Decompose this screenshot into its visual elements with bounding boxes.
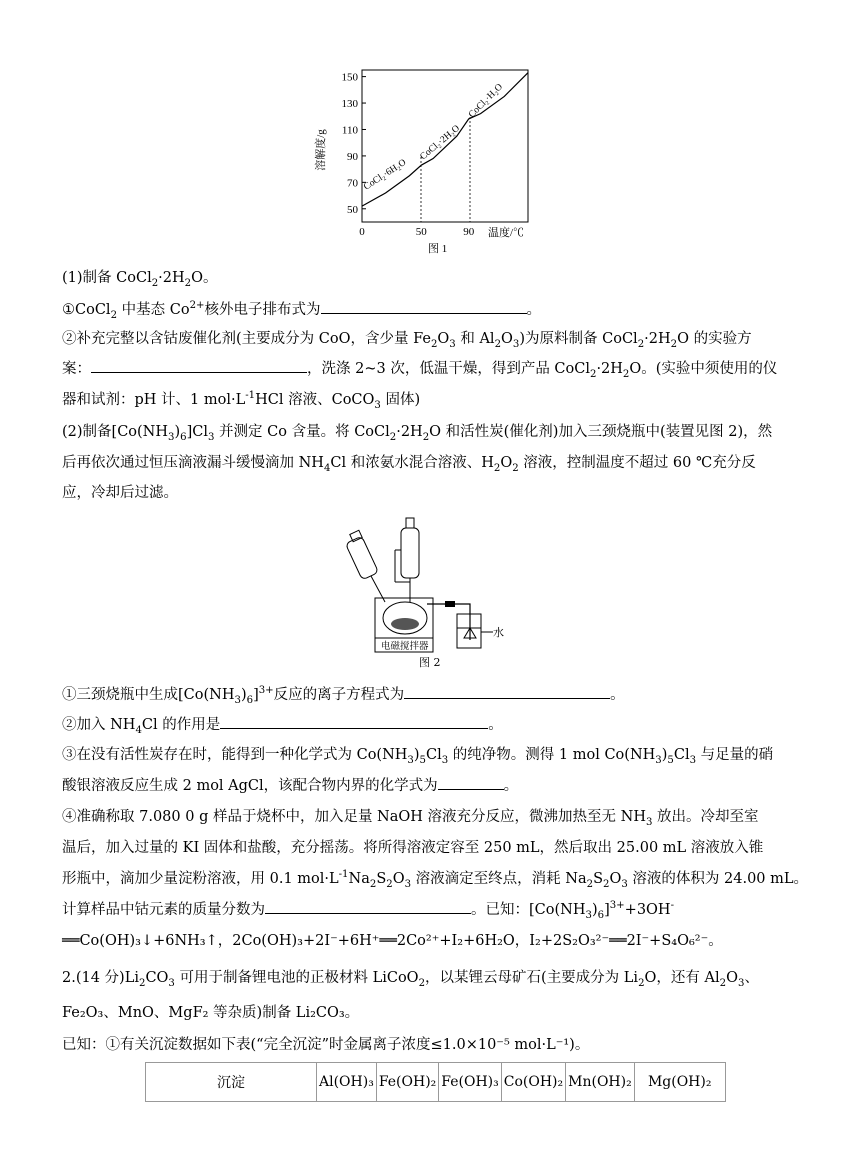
question-1-1: ①CoCl$_2$ 中基态 $Co^{2+}$核外电子排布式为 。 <box>62 300 541 321</box>
y-tick-label: 50 <box>347 203 358 216</box>
part-1-heading: (1)制备 $CoCl_2\cdot 2H_2O$。 <box>62 270 218 289</box>
part-2-cont: 后再依次通过恒压滴液漏斗缓慢滴加 $NH_4Cl$ 和浓氨水混合溶液、$H_2O_2$ 溶液，控制温度不超过 60 ℃充分反 <box>62 455 756 474</box>
x-tick-label: 50 <box>415 226 427 238</box>
apparatus-diagram <box>345 510 515 670</box>
water-label: 水 <box>493 626 504 639</box>
question-2-4: ④准确称取 7.080 0 g 样品于烧杯中，加入足量 NaOH 溶液充分反应，微沸加热至无 $NH_3$ 放出。冷却至室 <box>62 809 759 828</box>
table-header: Co(OH)₂ <box>501 1063 565 1102</box>
answer-blank[interactable] <box>321 299 527 314</box>
table-row <box>146 1063 726 1102</box>
curve-label-2h2o: CoCl₂·2H₂O <box>418 123 462 163</box>
curve-label-h2o: CoCl₂·H₂O <box>467 82 505 121</box>
question-2-3-cont: 酸银溶液反应生成 2 mol AgCl，该配合物内界的化学式为 。 <box>62 774 518 795</box>
question-2-heading: 2.(14 分)$Li_2CO_3$ 可用于制备锂电池的正极材料 LiCoO$_2$，以某锂云母矿石(主要成分为 $Li_2O$，还有 $Al_2O_3$、 <box>62 970 759 989</box>
dropping-funnel-icon <box>395 518 419 602</box>
question-2-4-cont3: 计算样品中钴元素的质量分数为 。已知：$[Co(NH_3)_6]^{3+}+3OH^-$ <box>62 900 675 921</box>
question-1-2-cont2: 器和试剂：pH 计、1 $mol\cdot L^{-1}HCl$ 溶液、CoCO$_3$ 固体) <box>62 390 421 411</box>
figure-1-caption: 图 1 <box>428 243 448 255</box>
answer-blank[interactable] <box>91 358 307 373</box>
stirrer-label: 电磁搅拌器 <box>381 641 429 652</box>
y-axis-label: 溶解度/g <box>315 129 327 171</box>
y-tick-label: 110 <box>341 124 358 137</box>
known-conditions: 已知：①有关沉淀数据如下表(“完全沉淀”时金属离子浓度≤1.0×10⁻⁵ mol·L⁻¹)。 <box>62 1037 590 1053</box>
question-2-4-cont2: 形瓶中，滴加少量淀粉溶液，用 0.1 $mol\cdot L^{-1}Na_2S_2O_3$ 溶液滴定至终点，消耗 $Na_2S_2O_3$ 溶液的体积为 24.00 mL。 <box>62 869 809 890</box>
figure-2-caption: 图 2 <box>419 656 441 669</box>
table-header: Mg(OH)₂ <box>634 1063 725 1102</box>
solubility-chart <box>310 60 540 260</box>
y-tick-label: 150 <box>341 71 358 84</box>
x-tick-label: 90 <box>463 226 475 238</box>
answer-blank[interactable] <box>404 684 610 699</box>
y-tick-label: 130 <box>341 98 358 111</box>
part-2-cont2: 应，冷却后过滤。 <box>62 485 178 501</box>
left-funnel-icon <box>345 530 385 602</box>
table-header: Fe(OH)₃ <box>439 1063 501 1102</box>
table-header: 沉淀 <box>146 1063 317 1102</box>
curve-label-6h2o: CoCl₂·6H₂O <box>362 157 409 193</box>
table-header: Al(OH)₃ <box>317 1063 377 1102</box>
part-2-heading: (2)制备$[Co(NH_3)_6]Cl_3$ 并测定 Co 含量。将 $CoCl_2\cdot 2H_2O$ 和活性炭(催化剂)加入三颈烧瓶中(装置见图 2)，然 <box>62 424 773 443</box>
equations-line: ══Co(OH)₃↓+6NH₃↑，2Co(OH)₃+2I⁻+6H⁺══2Co²⁺+I₂+6H₂O，I₂+2S₂O₃²⁻══2I⁻+S₄O₆²⁻。 <box>62 933 723 949</box>
question-1-2-cont: 案： ，洗涤 2~3 次，低温干燥，得到产品 $CoCl_2\cdot 2H_2O$。(实验中须使用的仪 <box>62 357 777 380</box>
x-tick-label: 0 <box>359 226 365 238</box>
y-tick-label: 90 <box>347 150 358 163</box>
question-2-1: ①三颈烧瓶中生成$[Co(NH_3)_6]^{3+}$反应的离子方程式为 。 <box>62 685 625 706</box>
precipitate-table <box>145 1062 726 1102</box>
answer-blank[interactable] <box>438 775 504 790</box>
question-1-2: ②补充完整以含钴废催化剂(主要成分为 CoO，含少量 $Fe_2O_3$ 和 $Al_2O_3$)为原料制备 $CoCl_2\cdot 2H_2O$ 的实验方 <box>62 331 752 350</box>
question-2-4-cont: 温后，加入过量的 KI 固体和盐酸，充分摇荡。将所得溶液定容至 250 mL，然后取出 25.00 mL 溶液放入锥 <box>62 840 764 856</box>
table-header: Fe(OH)₂ <box>376 1063 438 1102</box>
answer-blank[interactable] <box>220 714 488 729</box>
question-2-heading-cont: Fe₂O₃、MnO、MgF₂ 等杂质)制备 Li₂CO₃。 <box>62 1005 360 1021</box>
y-tick-label: 70 <box>347 177 358 190</box>
x-axis-label: 温度/℃ <box>488 227 525 239</box>
table-header: Mn(OH)₂ <box>566 1063 635 1102</box>
question-2-2: ②加入 $NH_4Cl$ 的作用是 。 <box>62 713 503 736</box>
answer-blank[interactable] <box>265 899 471 914</box>
question-2-3: ③在没有活性炭存在时，能得到一种化学式为 $Co(NH_3)_5Cl_3$ 的纯净物。测得 1 mol $Co(NH_3)_5Cl_3$ 与足量的硝 <box>62 747 774 766</box>
